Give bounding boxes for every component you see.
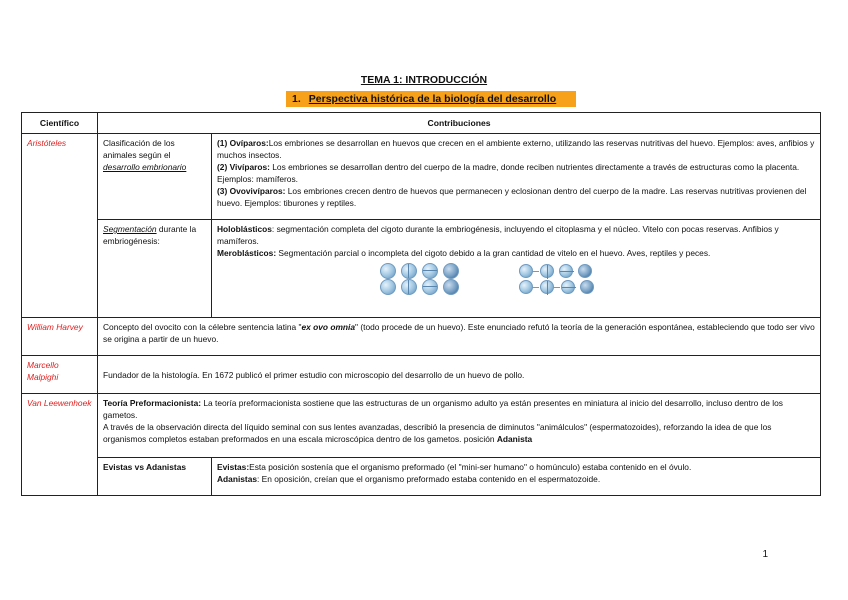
vs-label-text: Evistas vs Adanistas <box>103 462 187 472</box>
ovoviviparos-number: (3) <box>217 186 228 196</box>
classification-label <box>98 134 212 220</box>
preformation-contribution <box>98 394 821 458</box>
viviparos-number: (2) <box>217 162 228 172</box>
page-title: TEMA 1: INTRODUCCIÓN <box>360 74 488 86</box>
position-value: Adanista <box>496 434 533 444</box>
cell-stage-4-icon <box>422 279 438 295</box>
segmentation-label-emphasis: Segmentación <box>103 224 157 234</box>
header-contributions: Contribuciones <box>98 113 821 134</box>
classification-label-text: Clasificación de los animales según el <box>103 138 175 160</box>
vs-contribution <box>212 458 821 496</box>
evistas-item <box>217 461 815 473</box>
oviparos-item <box>217 137 815 161</box>
classification-label-emphasis: desarrollo embrionario <box>103 162 187 172</box>
adanistas-item <box>217 473 815 485</box>
scientists-table <box>21 112 821 496</box>
section-number: 1. <box>292 93 301 105</box>
scientist-harvey: William Harvey <box>22 318 98 356</box>
harvey-text-1: Concepto del ovocito con la célebre sentencia latina " <box>103 322 302 332</box>
egg-icon <box>559 264 573 278</box>
malpighi-text: Fundador de la histología. En 1672 publicó el primer estudio con microscopio del desarrollo de un huevo de pollo. <box>103 369 525 380</box>
table-row <box>22 134 821 220</box>
malpighi-contribution <box>98 356 821 394</box>
ovoviviparos-text: Los embriones crecen dentro de huevos que permanecen y eclosionan dentro del cuerpo de la madre. Las reservas nutritivas provienen del huevo. Ejemplos: tiburones y reptiles. <box>217 186 807 208</box>
egg-icon <box>561 280 575 294</box>
cell-stage-1-icon <box>380 263 396 279</box>
page-number: 1 <box>762 549 768 560</box>
meroblasticos-text: Segmentación parcial o incompleta del cigoto debido a la gran cantidad de vitelo en el huevo. Aves, reptiles y peces. <box>276 248 711 258</box>
oviparos-text: Los embriones se desarrollan en huevos que crecen en el ambiente externo, utilizando las reservas nutritivas del huevo. Ejemplos: aves, anfibios y muchos insectos. <box>217 138 815 160</box>
harvey-contribution <box>98 318 821 356</box>
holoblasticos-term: Holoblásticos <box>217 224 272 234</box>
scientist-leeuwenhoek: Van Leewenhoek <box>22 394 98 496</box>
holoblasticos-text: : segmentación completa del cigoto durante la embriogénesis, incluyendo el citoplasma y el núcleo. Vitelo con pocas reservas. Anfibios y mamíferos. <box>217 224 779 246</box>
oviparos-term: Ovíparos: <box>229 138 269 148</box>
adanistas-text: : En oposición, creían que el organismo preformado estaba contenido en el espermatozoide. <box>257 474 601 484</box>
adanistas-term: Adanistas <box>217 474 258 484</box>
harvey-text-2: " (todo procede de un huevo). Este enunciado refutó la teoría de la generación espontánea, estableciendo que todo ser vivo se origina a partir de un huevo. <box>103 322 815 344</box>
viviparos-text: Los embriones se desarrollan dentro del cuerpo de la madre, donde reciben nutrientes directamente a través de estructuras como la placenta. Ejemplos: mamíferos. <box>217 162 800 184</box>
morula-icon <box>443 263 459 279</box>
viviparos-term: Vivíparos: <box>229 162 270 172</box>
ovoviviparos-item <box>217 185 815 209</box>
observation-text: A través de la observación directa del líquido seminal con sus lentes avanzadas, describió la presencia de diminutos "animálculos" (espermatozoides), reforzando la idea de que los organismos completos estaban preformados en una escala microscópica dentro de los gametos. posición <box>103 422 772 444</box>
classification-contribution <box>212 134 821 220</box>
segmentation-label-text: durante la embriogénesis: <box>103 224 197 246</box>
preformation-text: La teoría preformacionista sostiene que las estructuras de un organismo adulto ya están presentes en miniatura al inicio del desarrollo, incluso dentro de los gametos. <box>103 398 783 420</box>
meroblasticos-term: Meroblásticos: <box>217 248 277 258</box>
evistas-term: Evistas: <box>217 462 250 472</box>
header-scientist: Científico <box>22 113 98 134</box>
table-row <box>22 318 821 356</box>
table-row <box>22 356 821 394</box>
arrow-icon <box>532 271 539 272</box>
arrow-icon <box>553 287 560 288</box>
cell-stage-4-icon <box>422 263 438 279</box>
scientist-aristoteles: Aristóteles <box>22 134 98 318</box>
meroblasticos-item <box>217 247 815 259</box>
table-row <box>22 458 821 496</box>
evistas-text: Esta posición sostenía que el organismo preformado (el "mini-ser humano" o homúnculo) estaba contenido en el óvulo. <box>249 462 692 472</box>
preformation-item <box>103 397 815 421</box>
egg-icon <box>540 264 554 278</box>
table-row <box>22 394 821 458</box>
cleavage-figures <box>217 263 815 293</box>
holoblasticos-item <box>217 223 815 247</box>
preformation-term: Teoría Preformacionista: <box>103 398 202 408</box>
egg-icon <box>578 264 592 278</box>
scientist-malpighi: Marcello Malpighi <box>22 356 98 394</box>
morula-icon <box>443 279 459 295</box>
cell-stage-2-icon <box>401 279 417 295</box>
viviparos-item <box>217 161 815 185</box>
table-header-row <box>22 113 821 134</box>
segmentation-label <box>98 220 212 318</box>
table-row <box>22 220 821 318</box>
oviparos-number: (1) <box>217 138 228 148</box>
egg-icon <box>519 280 533 294</box>
section-title: Perspectiva histórica de la biología del desarrollo <box>308 93 557 105</box>
cell-stage-2-icon <box>401 263 417 279</box>
egg-icon <box>580 280 594 294</box>
ovoviviparos-term: Ovovivíparos: <box>229 186 286 196</box>
cell-stage-1-icon <box>380 279 396 295</box>
egg-icon <box>540 280 554 294</box>
vs-label <box>98 458 212 496</box>
harvey-latin-phrase: ex ovo omnia <box>301 322 356 332</box>
egg-icon <box>519 264 533 278</box>
observation-item <box>103 421 815 445</box>
section-heading <box>286 91 576 107</box>
segmentation-contribution <box>212 220 821 318</box>
arrow-icon <box>532 287 539 288</box>
